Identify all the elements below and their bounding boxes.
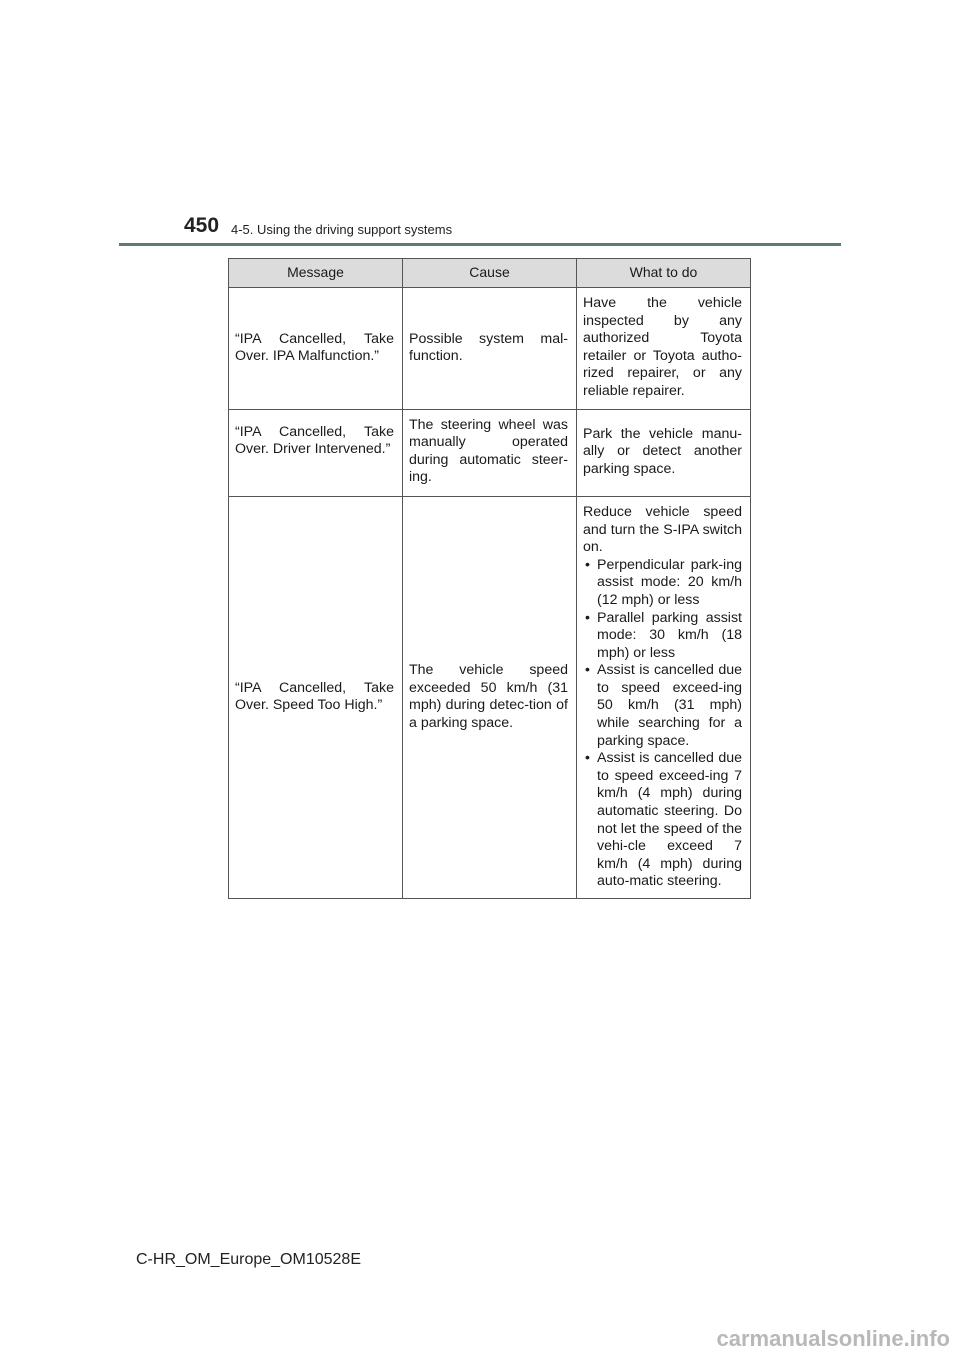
table-row	[229, 288, 751, 410]
list-item	[583, 750, 742, 891]
list-item-text: Perpendicular park-ing assist mode: 20 km/h (12 mph) or less	[597, 556, 742, 608]
what-to-do-intro: Reduce vehicle speed and turn the S-IPA switch on.	[583, 503, 742, 556]
bullet-icon: •	[585, 750, 590, 767]
table-header-row	[229, 259, 751, 288]
cause-cell: The vehicle speed exceeded 50 km/h (31 mph) during detec-tion of a parking space.	[403, 496, 577, 898]
message-cell: “IPA Cancelled, Take Over. Speed Too High.”	[229, 496, 403, 898]
page-number: 450	[184, 214, 220, 237]
cause-cell: Possible system mal-function.	[403, 288, 577, 410]
column-header-cause: Cause	[403, 259, 577, 288]
column-header-message: Message	[229, 259, 403, 288]
watermark: carmanualsonline.info	[716, 1326, 950, 1351]
cause-cell: The steering wheel was manually operated during automatic steer-ing.	[403, 409, 577, 496]
message-cell: “IPA Cancelled, Take Over. IPA Malfunction.”	[229, 288, 403, 410]
what-to-do-cell: Park the vehicle manu-ally or detect another parking space.	[577, 409, 751, 496]
header-divider	[119, 243, 841, 246]
list-item-text: Assist is cancelled due to speed exceed-ing 7 km/h (4 mph) during automatic steering. Do not let the speed of the vehi-cle exceed 7 km/h (4 mph) during auto-matic steering.	[597, 750, 742, 890]
what-to-do-cell: Have the vehicle inspected by any authorized Toyota retailer or Toyota autho-rized repairer, or any reliable repairer.	[577, 288, 751, 410]
list-item	[583, 610, 742, 663]
table-row	[229, 496, 751, 898]
list-item	[583, 557, 742, 610]
what-to-do-cell	[577, 496, 751, 898]
section-title: 4-5. Using the driving support systems	[231, 222, 453, 237]
message-table	[228, 258, 751, 899]
table-row	[229, 409, 751, 496]
list-item-text: Assist is cancelled due to speed exceed-ing 50 km/h (31 mph) while searching for a parking space.	[597, 662, 742, 749]
document-code: C-HR_OM_Europe_OM10528E	[136, 1251, 361, 1268]
message-cell: “IPA Cancelled, Take Over. Driver Intervened.”	[229, 409, 403, 496]
list-item-text: Parallel parking assist mode: 30 km/h (18 mph) or less	[597, 609, 742, 661]
bullet-icon: •	[585, 556, 590, 573]
bullet-icon: •	[585, 609, 590, 626]
column-header-what-to-do: What to do	[577, 259, 751, 288]
bullet-icon: •	[585, 662, 590, 679]
what-to-do-bullet-list	[583, 557, 742, 891]
list-item	[583, 662, 742, 750]
